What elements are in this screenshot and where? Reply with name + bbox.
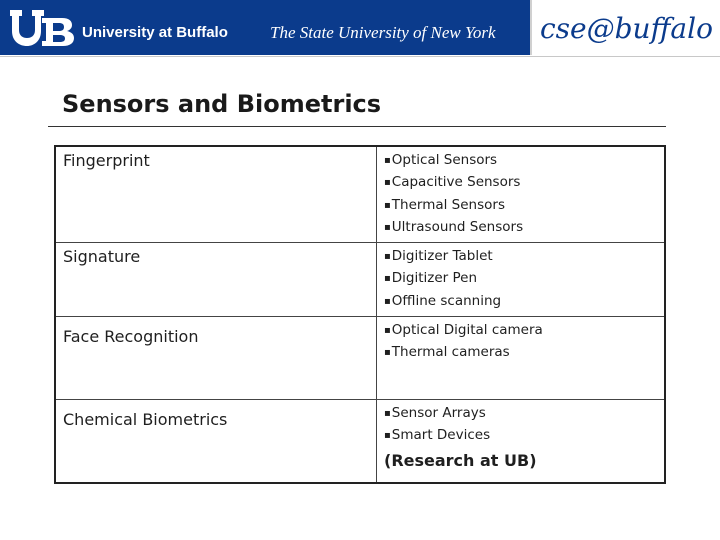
- university-name: University at Buffalo: [82, 24, 228, 41]
- list-item: ▪ Digitizer Tablet: [384, 246, 657, 268]
- table-row: [55, 146, 665, 243]
- table-row: [55, 400, 665, 484]
- dept-brand-text: cse@buffalo: [540, 11, 713, 45]
- items-cell: [377, 317, 666, 400]
- list-item: ▪ Thermal cameras: [384, 342, 657, 364]
- category-cell: Face Recognition: [55, 317, 377, 400]
- sensors-biometrics-table: [54, 145, 666, 484]
- items-cell: [377, 243, 666, 317]
- table-row: [55, 317, 665, 400]
- category-cell: Signature: [55, 243, 377, 317]
- list-item: ▪ Sensor Arrays: [384, 403, 657, 425]
- list-item: ▪ Optical Digital camera: [384, 320, 657, 342]
- header-banner: [0, 0, 720, 57]
- items-cell: [377, 146, 666, 243]
- category-cell: Chemical Biometrics: [55, 400, 377, 484]
- title-divider: [48, 126, 666, 127]
- research-note: (Research at UB): [384, 450, 537, 470]
- item-list: [384, 150, 657, 239]
- ub-brand-bar: [0, 0, 532, 55]
- item-list: [384, 320, 657, 365]
- cse-buffalo-logo: [540, 6, 716, 50]
- list-item: ▪ Capacitive Sensors: [384, 172, 657, 194]
- category-cell: Fingerprint: [55, 146, 377, 243]
- list-item: ▪ Smart Devices: [384, 425, 657, 447]
- slide-title: Sensors and Biometrics: [62, 90, 382, 118]
- list-item: ▪ Optical Sensors: [384, 150, 657, 172]
- item-list: [384, 403, 657, 448]
- items-cell: [377, 400, 666, 484]
- list-item: ▪ Thermal Sensors: [384, 195, 657, 217]
- item-list: [384, 246, 657, 313]
- university-tagline: The State University of New York: [270, 23, 496, 42]
- list-item: ▪ Ultrasound Sensors: [384, 217, 657, 239]
- list-item: ▪ Offline scanning: [384, 291, 657, 313]
- ub-logo-icon: [8, 8, 78, 48]
- list-item: ▪ Digitizer Pen: [384, 268, 657, 290]
- table-row: [55, 243, 665, 317]
